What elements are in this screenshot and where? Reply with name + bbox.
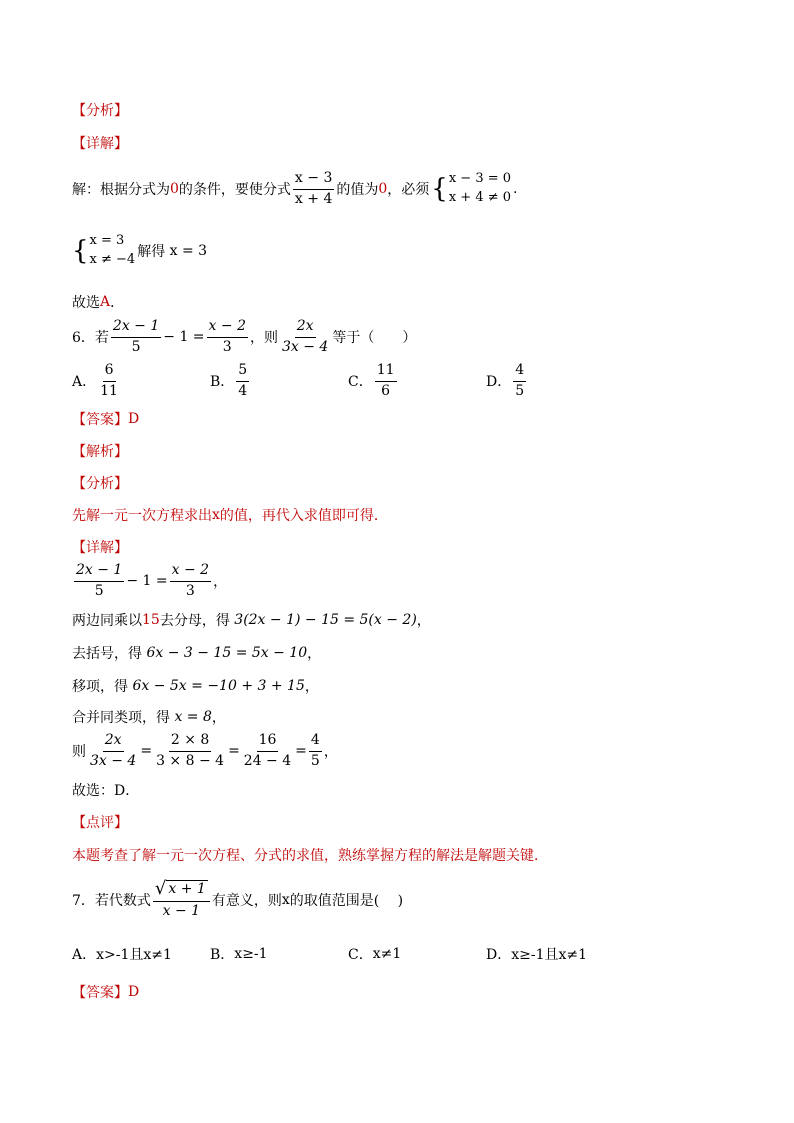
choice-line: 故选 A ． [72,294,125,311]
choice-line: 故选：D． [72,783,140,799]
comment-heading: 【点评】 [72,815,128,831]
comment-text: 本题考查了解一元一次方程、分式的求值，熟练掌握方程的解法是解题关键． [72,848,548,864]
analysis-heading: 【分析】 [72,103,128,119]
option-d: D． x≥-1且x≠1 [486,947,588,963]
step-2: 去括号，得 6x − 3 − 15 = 5x − 10 ， [72,645,322,662]
detail-heading: 【详解】 [72,136,128,152]
answer-line: 【答案】 D [72,984,140,1001]
question-6: 6．若 $\frac{2x - 1}{5}$ − 1 = $\frac{x - 2}{3}$ ，则 $\frac{2x}{3x - 4}$ 等于（ ） [72,318,417,355]
solution-result-line: { x = 3 x ≠ −4 解得 x = 3 [70,232,207,270]
step-4: 合并同类项，得 x = 8 ， [72,709,226,726]
step-3: 移项，得 6x − 5x = −10 + 3 + 15 ， [72,678,319,695]
answer-line: 【答案】 D [72,411,140,428]
question-7: 7．若代数式 √ x + 1 x − 1 有意义，则 x 的取值范围是( ) [72,878,404,919]
option-b: B． x≥-1 [210,946,268,963]
explanation-heading: 【解析】 [72,444,128,460]
fraction: $\frac{x - 3}{x + 4}$ [294,170,333,207]
option-c: C． x≠1 [348,946,402,963]
option-c: C． $\frac{11}{6}$ [348,362,395,399]
solution-line: 解：根据分式为 0 的条件，要使分式 $\frac{x - 3}{x + 4}$ 的值为 0 ，必须 { x − 3 = 0 x + 4 ≠ 0 . [72,170,518,207]
step-0: $\frac{2x - 1}{5}$ − 1 = $\frac{x - 2}{3}$ ， [76,562,228,599]
analysis-heading: 【分析】 [72,476,128,492]
equation-system: { x − 3 = 0 x + 4 ≠ 0 [431,171,512,205]
detail-heading: 【详解】 [72,540,128,556]
option-b: B． $\frac{5}{4}$ [210,362,248,399]
radical-fraction: √ x + 1 x − 1 [153,880,210,920]
option-a: A． $\frac{6}{11}$ [72,362,118,399]
step-5: 则 $\frac{2x}{3x - 4}$ = $\frac{2 \times 8}{3 \times 8 - 4}$ = $\frac{16}{24 - 4}$ = $\frac{4}{5}$ ， [72,732,338,769]
option-d: D． $\frac{4}{5}$ [486,362,525,399]
analysis-text: 先解一元一次方程求出 x 的值，再代入求值即可得． [72,507,388,524]
step-1: 两边同乘以 15 去分母，得 3(2x − 1) − 15 = 5(x − 2) ， [72,612,431,629]
option-a: A． x>-1且x≠1 [72,947,172,963]
solution-system: { x = 3 x ≠ −4 [72,233,136,267]
